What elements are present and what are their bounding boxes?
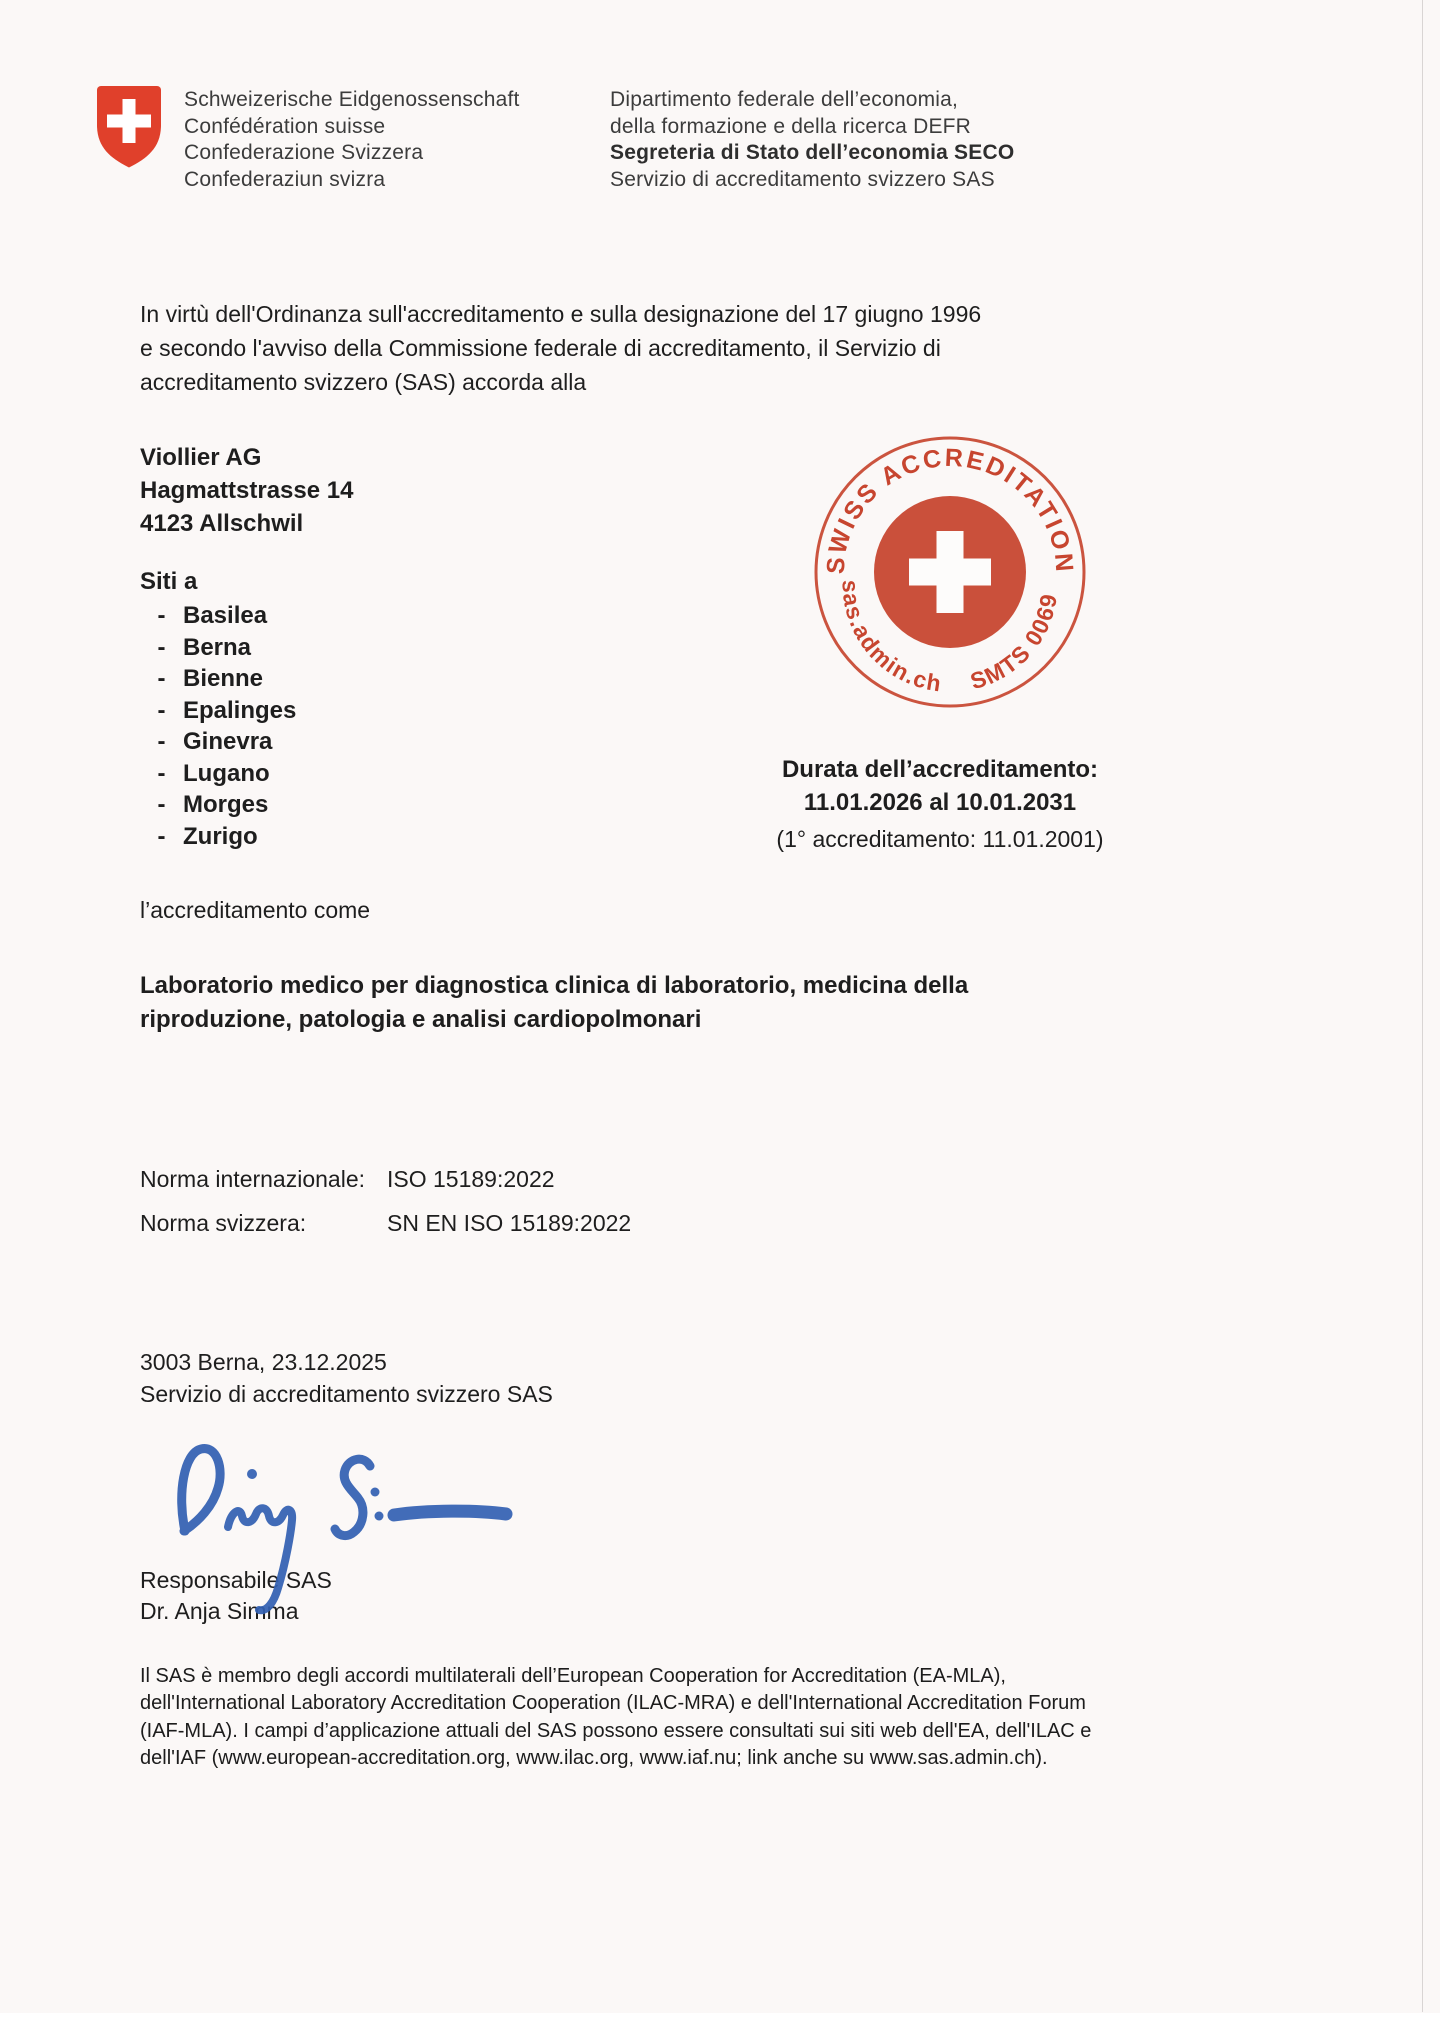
- issue-block: [140, 1346, 553, 1410]
- list-dash: -: [157, 791, 166, 818]
- federal-header: [95, 84, 1015, 193]
- site-name: Berna: [183, 633, 252, 661]
- scope-line-2: riproduzione, patologia e analisi cardiopolmonari: [140, 1006, 702, 1033]
- signatory-role: Responsabile SAS: [140, 1567, 332, 1593]
- seal-arc-bottom-right-text: SMTS 0069: [967, 591, 1063, 695]
- site-name: Zurigo: [183, 822, 258, 850]
- list-dash: -: [157, 759, 166, 787]
- first-accreditation-date: (1° accreditamento: 11.01.2001): [776, 826, 1104, 852]
- scan-bottom-strip: [0, 2013, 1440, 2037]
- footer-line-3: (IAF-MLA). I campi d’applicazione attuali del SAS possono essere consultati sui siti web dell'EA, dell'ILAC e: [140, 1719, 1092, 1742]
- issue-issuer: Servizio di accreditamento svizzero SAS: [140, 1381, 553, 1407]
- norms-block: [140, 1166, 631, 1254]
- confederation-name-rm: Confederaziun svizra: [184, 167, 386, 191]
- company-city: 4123 Allschwil: [140, 510, 304, 537]
- company-name: Viollier AG: [140, 444, 262, 471]
- list-item: [140, 789, 296, 821]
- seal-arc-top-text: SWISS ACCREDITATION: [821, 443, 1079, 575]
- intro-line-3: accreditamento svizzero (SAS) accorda alla: [140, 369, 587, 395]
- company-street: Hagmattstrasse 14: [140, 477, 354, 504]
- scope-line-1: Laboratorio medico per diagnostica clinica di laboratorio, medicina della: [140, 972, 969, 999]
- issue-place-date: 3003 Berna, 23.12.2025: [140, 1349, 387, 1375]
- seco-line: Segreteria di Stato dell’economia SECO: [610, 141, 1015, 164]
- accreditation-duration-block: [685, 753, 1195, 853]
- duration-range: 11.01.2026 al 10.01.2031: [803, 789, 1077, 816]
- site-name: Bienne: [183, 665, 264, 692]
- norm-value-international: ISO 15189:2022: [387, 1166, 555, 1192]
- confederation-name-it: Confederazione Svizzera: [184, 141, 424, 164]
- signatory-name: Dr. Anja Simma: [140, 1598, 299, 1624]
- duration-label: Durata dell’accreditamento:: [781, 756, 1099, 783]
- accreditation-scope: [140, 969, 968, 1037]
- scan-edge-artifact: [1422, 0, 1423, 2012]
- table-row: [140, 1166, 631, 1193]
- company-address-block: [140, 441, 353, 540]
- list-dash: -: [157, 602, 166, 629]
- list-dash: -: [157, 728, 166, 755]
- seal-arc-bottom-left-text: sas.admin.ch: [837, 579, 945, 697]
- list-item: [140, 821, 296, 853]
- list-dash: -: [157, 633, 166, 661]
- table-row: [140, 1210, 631, 1237]
- confederation-name-fr: Confédération suisse: [184, 114, 386, 138]
- intro-line-2: e secondo l'avviso della Commissione federale di accreditamento, il Servizio di: [140, 335, 941, 361]
- footer-line-1: Il SAS è membro degli accordi multilaterali dell’European Cooperation for Accreditation (EA-MLA),: [140, 1665, 1006, 1687]
- department-line-1: Dipartimento federale dell’economia,: [610, 88, 959, 111]
- site-name: Basilea: [183, 602, 268, 629]
- signatory-block: [140, 1565, 332, 1627]
- confederation-names: [184, 87, 520, 193]
- norm-label-swiss: Norma svizzera:: [140, 1210, 307, 1236]
- site-name: Lugano: [183, 759, 270, 787]
- footer-line-2: dell'International Laboratory Accreditation Cooperation (ILAC-MRA) e dell'International Accreditation Forum: [140, 1692, 1086, 1715]
- grant-lead-text: l’accreditamento come: [140, 897, 371, 923]
- list-item: [140, 726, 296, 758]
- list-dash: -: [157, 822, 166, 850]
- site-name: Ginevra: [183, 728, 273, 755]
- sas-line: Servizio di accreditamento svizzero SAS: [610, 167, 995, 191]
- sites-list: [140, 600, 296, 852]
- sites-label: Siti a: [140, 568, 198, 595]
- site-name: Morges: [183, 791, 269, 818]
- list-item: [140, 695, 296, 727]
- department-line-2: della formazione e della ricerca DEFR: [610, 114, 972, 138]
- list-item: [140, 632, 296, 664]
- list-dash: -: [157, 696, 166, 724]
- department-block: [610, 87, 1090, 193]
- swiss-coat-of-arms-icon: [95, 84, 163, 169]
- norm-label-international: Norma internazionale:: [140, 1166, 366, 1192]
- norm-value-swiss: SN EN ISO 15189:2022: [387, 1210, 632, 1236]
- list-item: [140, 663, 296, 695]
- list-item: [140, 600, 296, 632]
- swiss-accreditation-seal-icon: [810, 432, 1090, 712]
- list-item: [140, 758, 296, 790]
- confederation-name-de: Schweizerische Eidgenossenschaft: [184, 88, 520, 111]
- site-name: Epalinges: [183, 696, 297, 724]
- intro-line-1: In virtù dell'Ordinanza sull'accreditamento e sulla designazione del 17 giugno 1996: [140, 301, 982, 327]
- list-dash: -: [157, 665, 166, 692]
- footer-paragraph: [140, 1663, 1091, 1773]
- intro-paragraph: [140, 297, 981, 399]
- footer-line-4: dell'IAF (www.european-accreditation.org, www.ilac.org, www.iaf.nu; link anche su www.sas.admin.ch).: [140, 1747, 1048, 1770]
